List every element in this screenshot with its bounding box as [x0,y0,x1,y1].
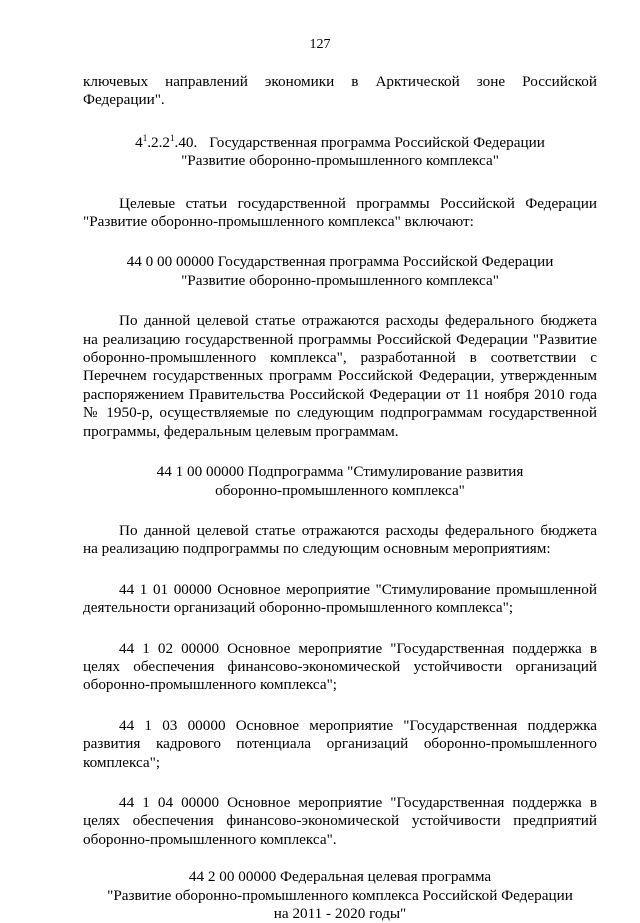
article-heading-subprogram [83,463,597,500]
gp-description-paragraph: По данной целевой статье отражаются расходы федерального бюджета на реализацию государственной программы Российской Федерации "Развитие оборонно-промышленного комплекса", разработанной в соответствии с Перечнем государственных программ Российской Федерации, утвержденным распоряжением Правительства Российской Федерации от 11 ноября 2010 года № 1950-р, осуществляемые по следующим подпрограммам государственной программы, федеральным целевым программам. [83,312,597,440]
section-number: $4^1.2.2^1.40$. [135,132,198,151]
measure-paragraph-03: 44 1 03 00000 Основное мероприятие "Государственная поддержка развития кадрового потенциала организаций оборонно-промышленного комплекса"; [83,716,597,771]
measure-paragraph-02: 44 1 02 00000 Основное мероприятие "Государственная поддержка в целях обеспечения финансово-экономической устойчивости организаций оборонно-промышленного комплекса"; [83,639,597,694]
section-heading-line-1 [83,134,597,152]
measure-paragraph-01: 44 1 01 00000 Основное мероприятие "Стимулирование промышленной деятельности организаций оборонно-промышленного комплекса"; [83,580,597,617]
page-body [83,73,597,923]
measure-paragraph-04: 44 1 04 00000 Основное мероприятие "Государственная поддержка в целях обеспечения финансово-экономической устойчивости предприятий оборонно-промышленного комплекса". [83,793,597,848]
article-heading-line: оборонно-промышленного комплекса" [215,481,465,499]
page-number: 127 [309,37,331,52]
section-title-line-1: Государственная программа Российской Федерации [209,133,545,151]
section-title-line-2: "Развитие оборонно-промышленного комплекса" [181,152,499,170]
article-heading-line: "Развитие оборонно-промышленного комплекса" [181,271,499,289]
article-heading-gp [83,253,597,290]
article-heading-line: "Развитие оборонно-промышленного комплекса Российской Федерации [107,886,573,904]
subprogram-description-paragraph: По данной целевой статье отражаются расходы федерального бюджета на реализацию подпрограммы по следующим основным мероприятиям: [83,521,597,558]
article-heading-line: 44 0 00 00000 Государственная программа Российской Федерации [126,253,554,271]
section-heading [83,134,597,171]
article-heading-line: 44 2 00 00000 Федеральная целевая программа [188,868,492,886]
article-heading-line: 44 1 00 00000 Подпрограмма "Стимулирование развития [156,463,524,481]
intro-paragraph: ключевых направлений экономики в Арктической зоне Российской Федерации". [83,73,597,109]
article-heading-line: на 2011 - 2020 годы" [273,905,407,922]
article-heading-ftp [83,868,597,923]
lead-paragraph: Целевые статьи государственной программы Российской Федерации "Развитие оборонно-промышленного комплекса" включают: [83,194,597,231]
